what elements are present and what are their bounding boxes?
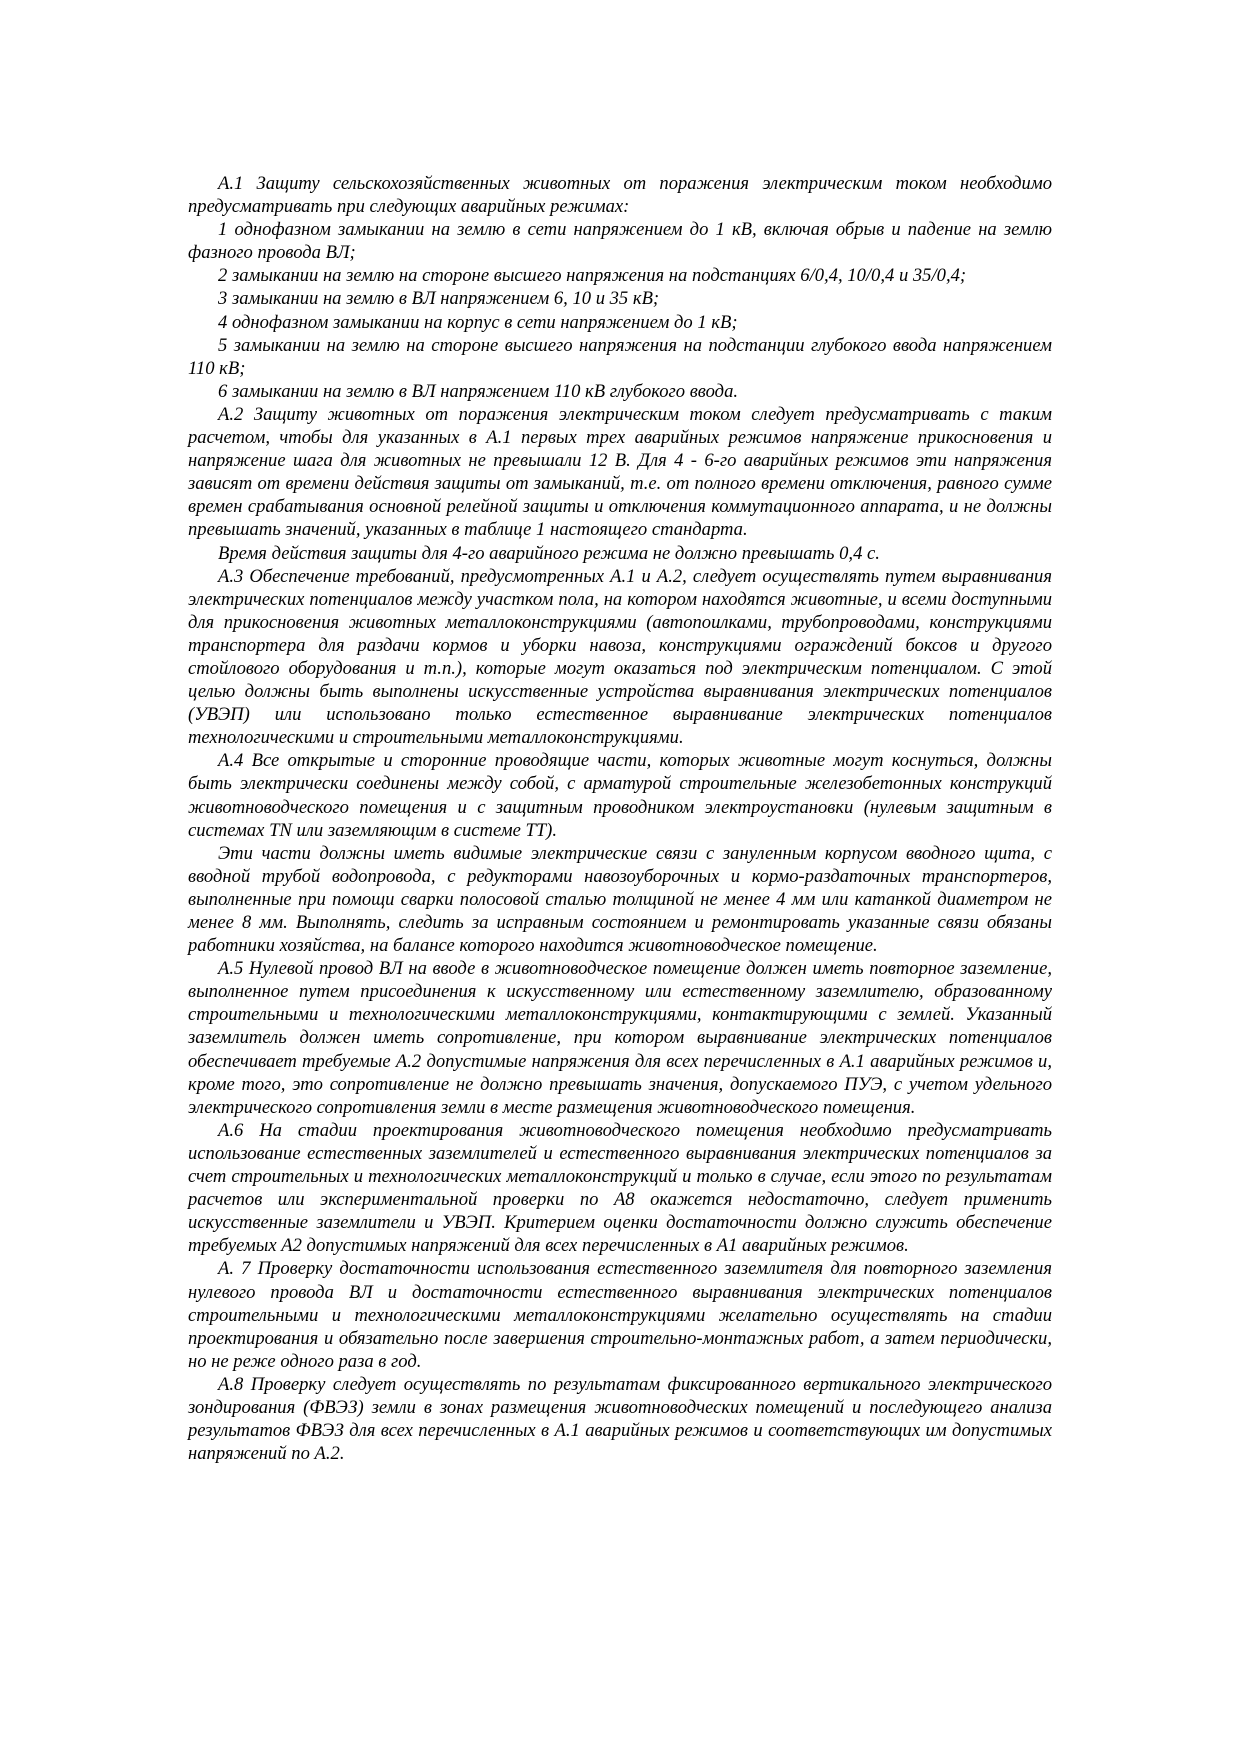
paragraph-a6: А.6 На стадии проектирования животноводческого помещения необходимо предусматривать использование естественных заземлителей и естественного выравнивания электрических потенциалов за счет строительных и технологических металлоконструкций и только в случае, если этого по результатам расчетов или экспериментальной проверки по А8 окажется недостаточно, следует применить искусственные заземлители и УВЭП. Критерием оценки достаточности должно служить обеспечение требуемых А2 допустимых напряжений для всех перечисленных в А1 аварийных режимов. — [188, 1119, 1052, 1257]
list-item-mode-4: 4 однофазном замыкании на корпус в сети напряжением до 1 кВ; — [218, 311, 738, 333]
list-item-mode-6: 6 замыкании на землю в ВЛ напряжением 110 кВ глубокого ввода. — [218, 380, 739, 402]
document-page — [188, 172, 1052, 1465]
list-item-mode-1: 1 однофазном замыкании на землю в сети напряжением до 1 кВ, включая обрыв и падение на землю фазного провода ВЛ; — [188, 219, 1052, 264]
list-item-mode-3: 3 замыкании на землю в ВЛ напряжением 6, 10 и 35 кВ; — [218, 288, 660, 310]
paragraph-a5: А.5 Нулевой провод ВЛ на вводе в животноводческое помещение должен иметь повторное заземление, выполненное путем присоединения к искусственному или естественному заземлителю, образованному строительными и технологическими металлоконструкциями, контактирующими с землей. Указанный заземлитель должен иметь сопротивление, при котором выравнивание электрических потенциалов обеспечивает требуемые А.2 допустимые напряжения для всех перечисленных в А.1 аварийных режимов и, кроме того, это сопротивление не должно превышать значения, допускаемого ПУЭ, с учетом удельного электрического сопротивления земли в месте размещения животноводческого помещения. — [188, 958, 1052, 1118]
paragraph-a4-cont: Эти части должны иметь видимые электрические связи с зануленным корпусом вводного щита, с вводной трубой водопровода, с редукторами навозоуборочных и кормо-раздаточных транспортеров, выполненные при помощи сварки полосовой сталью толщиной не менее 4 мм или катанкой диаметром не менее 8 мм. Выполнять, следить за исправным состоянием и ремонтировать указанные связи обязаны работники хозяйства, на балансе которого находится животноводческое помещение. — [188, 842, 1052, 957]
paragraph-a4: А.4 Все открытые и сторонние проводящие части, которых животные могут коснуться, должны быть электрически соединены между собой, с арматурой строительные железобетонных конструкций животноводческого помещения и с защитным проводником электроустановки (нулевым защитным в системах TN или заземляющим в системе TT). — [188, 750, 1052, 841]
paragraph-a2-note: Время действия защиты для 4-го аварийного режима не должно превышать 0,4 с. — [218, 542, 880, 564]
paragraph-a1: А.1 Защиту сельскохозяйственных животных от поражения электрическим током необходимо предусматривать при следующих аварийных режимах: — [188, 173, 1052, 218]
paragraph-a3: А.3 Обеспечение требований, предусмотренных А.1 и А.2, следует осуществлять путем выравнивания электрических потенциалов между участком пола, на котором находятся животные, и всеми доступными для прикосновения животных металлоконструкциями (автопоилками, трубопроводами, конструкциями транспортера для раздачи кормов и уборки навоза, конструкциями ограждений боксов и другого стойлового оборудования и т.п.), которые могут оказаться под электрическим потенциалом. С этой целью должны быть выполнены искусственные устройства выравнивания электрических потенциалов (УВЭП) или использовано только естественное выравнивание электрических потенциалов технологическими и строительными металлоконструкциями. — [188, 565, 1052, 749]
paragraph-a2: А.2 Защиту животных от поражения электрическим током следует предусматривать с таким расчетом, чтобы для указанных в А.1 первых трех аварийных режимов напряжение прикосновения и напряжение шага для животных не превышали 12 В. Для 4 - 6-го аварийных режимов эти напряжения зависят от времени действия защиты от замыканий, т.е. от полного времени отключения, равного сумме времен срабатывания основной релейной защиты и отключения коммутационного аппарата, и не должны превышать значений, указанных в таблице 1 настоящего стандарта. — [188, 403, 1052, 541]
list-item-mode-5: 5 замыкании на землю на стороне высшего напряжения на подстанции глубокого ввода напряжением 110 кВ; — [188, 334, 1052, 379]
paragraph-a7: А. 7 Проверку достаточности использования естественного заземлителя для повторного заземления нулевого провода ВЛ и достаточности естественного выравнивания электрических потенциалов строительными и технологическими металлоконструкциями желательно осуществлять на стадии проектирования и обязательно после завершения строительно-монтажных работ, а затем периодически, но не реже одного раза в год. — [188, 1258, 1052, 1372]
list-item-mode-2: 2 замыкании на землю на стороне высшего напряжения на подстанциях 6/0,4, 10/0,4 и 35/0,4; — [218, 265, 967, 287]
paragraph-a8: А.8 Проверку следует осуществлять по результатам фиксированного вертикального электрического зондирования (ФВЭЗ) земли в зонах размещения животноводческих помещений и последующего анализа результатов ФВЭЗ для всех перечисленных в А.1 аварийных режимов и соответствующих им допустимых напряжений по А.2. — [188, 1373, 1052, 1465]
